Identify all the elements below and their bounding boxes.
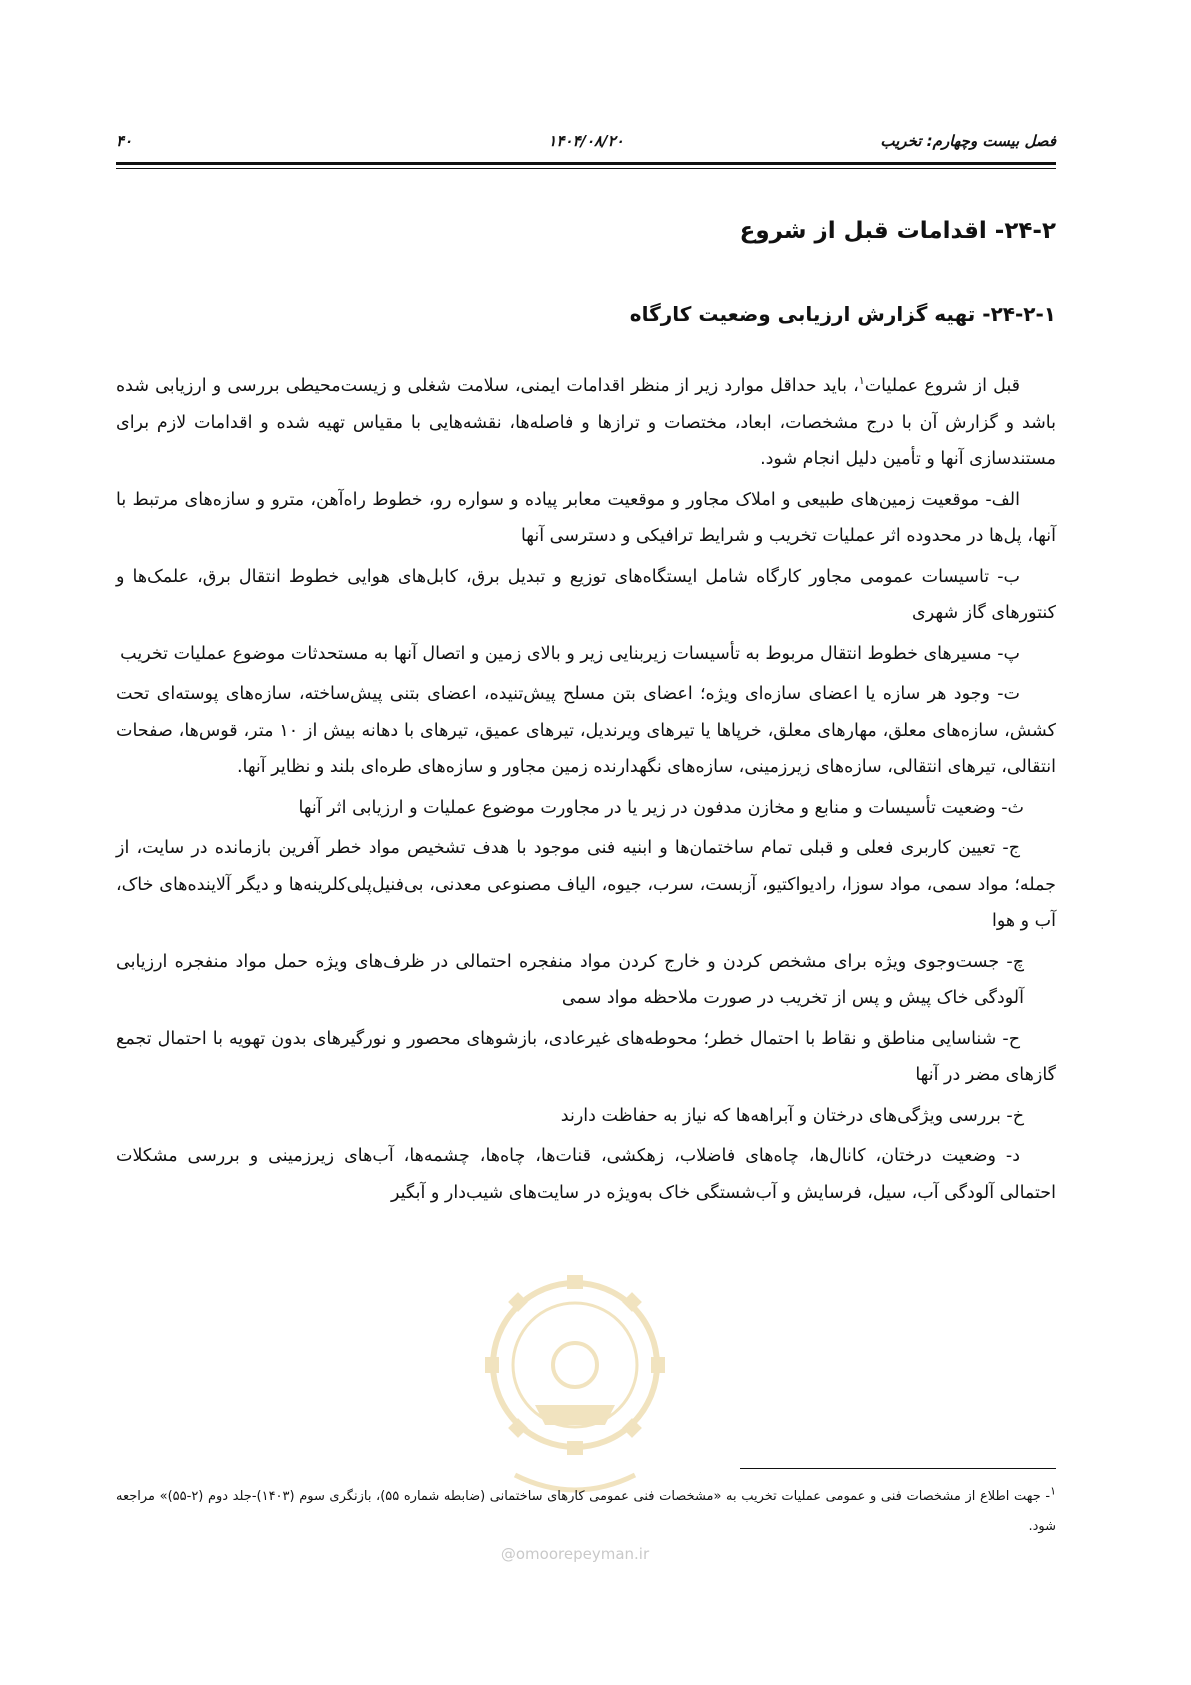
chapter-title: فصل بیست وچهارم: تخریب bbox=[880, 132, 1056, 150]
list-item: د- وضعیت درختان، کانال‌ها، چاه‌های فاضلاب، زهکشی، قنات‌ها، چاه‌ها، چشمه‌ها، آب‌های زیرزمینی و بررسی مشکلات احتمالی آلودگی آب، سیل، فرسایش و آب‌شستگی خاک به‌ویژه در سایت‌های شیب‌دار و آبگیر bbox=[116, 1146, 1056, 1203]
page-header bbox=[116, 132, 1056, 164]
list-item: ح- شناسایی مناطق و نقاط با احتمال خطر؛ محوطه‌های غیرعادی، بازشوهای محصور و نورگیرهای بدون تهویه با احتمال تجمع گازهای مضر در آنها bbox=[116, 1028, 1056, 1085]
watermark-text: @omoorepeyman.ir bbox=[500, 1545, 650, 1563]
header-rule bbox=[116, 162, 1056, 165]
body-text bbox=[116, 368, 1056, 1215]
footnote-marker: ۱ bbox=[1050, 1484, 1056, 1498]
page-number: ۴۰ bbox=[116, 132, 133, 150]
intro-paragraph bbox=[116, 368, 1056, 478]
footnote-reference[interactable]: ۱ bbox=[858, 374, 865, 388]
subsection-heading: ۲۴-۲-۱- تهیه گزارش ارزیابی وضعیت کارگاه bbox=[629, 302, 1056, 326]
header-date: ۱۴۰۴/۰۸/۲۰ bbox=[548, 132, 624, 150]
list-item: ب- تاسیسات عمومی مجاور کارگاه شامل ایستگاه‌های توزیع و تبدیل برق، کابل‌های هوایی خطوط انتقال برق، علمک‌ها و کنتورهای گاز شهری bbox=[116, 566, 1056, 623]
list-item: پ- مسیرهای خطوط انتقال مربوط به تأسیسات زیربنایی زیر و بالای زمین و اتصال آنها به مستحدثات موضوع عملیات تخریب bbox=[120, 643, 1020, 664]
section-heading: ۲۴-۲- اقدامات قبل از شروع bbox=[739, 218, 1056, 244]
header-rule-thin bbox=[116, 168, 1056, 169]
list-item: خ- بررسی ویژگی‌های درختان و آبراهه‌ها که نیاز به حفاظت دارند bbox=[560, 1105, 1024, 1126]
list-item: ج- تعیین کاربری فعلی و قبلی تمام ساختمان‌ها و ابنیه فنی موجود با هدف تشخیص مواد خطر آفرین بازمانده در سایت، از جمله؛ مواد سمی، مواد سوزا، رادیواکتیو، آزبست، سرب، جیوه، الیاف مصنوعی معدنی، بی‌فنیل‌پلی‌کلرینه‌ها و دیگر آلاینده‌های خاک، آب و هوا bbox=[116, 838, 1056, 931]
list-item: چ- جست‌وجوی ویژه برای مشخص کردن و خارج کردن مواد منفجره احتمالی در ظرف‌های ویژه حمل مواد منفجره ارزیابی آلودگی خاک پیش و پس از تخریب در صورت ملاحظه مواد سمی bbox=[116, 951, 1024, 1008]
list-item: الف- موقعیت زمین‌های طبیعی و املاک مجاور و موقعیت معابر پیاده و سواره رو، خطوط راه‌آهن، مترو و سازه‌های مرتبط با آنها، پل‌ها در محدوده اثر عملیات تخریب و شرایط ترافیکی و دسترسی آنها bbox=[116, 489, 1056, 546]
footnote bbox=[116, 1482, 1056, 1542]
footnote-text: - جهت اطلاع از مشخصات فنی و عمومی عملیات تخریب به «مشخصات فنی عمومی کارهای ساختمانی (ضابطه شماره ۵۵)، بازنگری سوم (۱۴۰۳)-جلد دوم (۲-۵۵)» مراجعه شود. bbox=[116, 1489, 1056, 1534]
intro-text-end: ، باید حداقل موارد زیر از منظر اقدامات ایمنی، سلامت شغلی و زیست‌محیطی بررسی و ارزیابی شده باشد و گزارش آن با درج مشخصات، ابعاد، مختصات و ترازها و فاصله‌ها، نقشه‌هایی با مقیاس تهیه شده و اقدامات لازم برای مستندسازی آنها و تأمین دلیل انجام شود. bbox=[116, 376, 1056, 469]
list-item: ث- وضعیت تأسیسات و منابع و مخازن مدفون در زیر یا در مجاورت موضوع عملیات و ارزیابی اثر آنها bbox=[298, 797, 1024, 818]
intro-text-start: قبل از شروع عملیات bbox=[864, 376, 1020, 396]
list-item: ت- وجود هر سازه یا اعضای سازه‌ای ویژه؛ اعضای بتن مسلح پیش‌تنیده، اعضای بتنی پیش‌ساخته، سازه‌های پوسته‌ای تحت کشش، سازه‌های معلق، مهارهای معلق، خرپاها یا تیرهای ویرندیل، تیرهای عمیق، تیرهای با دهانه بیش از ۱۰ متر، قوس‌ها، صفحات انتقالی، تیرهای انتقالی، سازه‌های زیرزمینی، سازه‌های نگهدارنده زمین مجاور و سازه‌های طره‌ای بلند و نظایر آنها. bbox=[116, 684, 1056, 777]
footnote-rule bbox=[740, 1468, 1056, 1469]
